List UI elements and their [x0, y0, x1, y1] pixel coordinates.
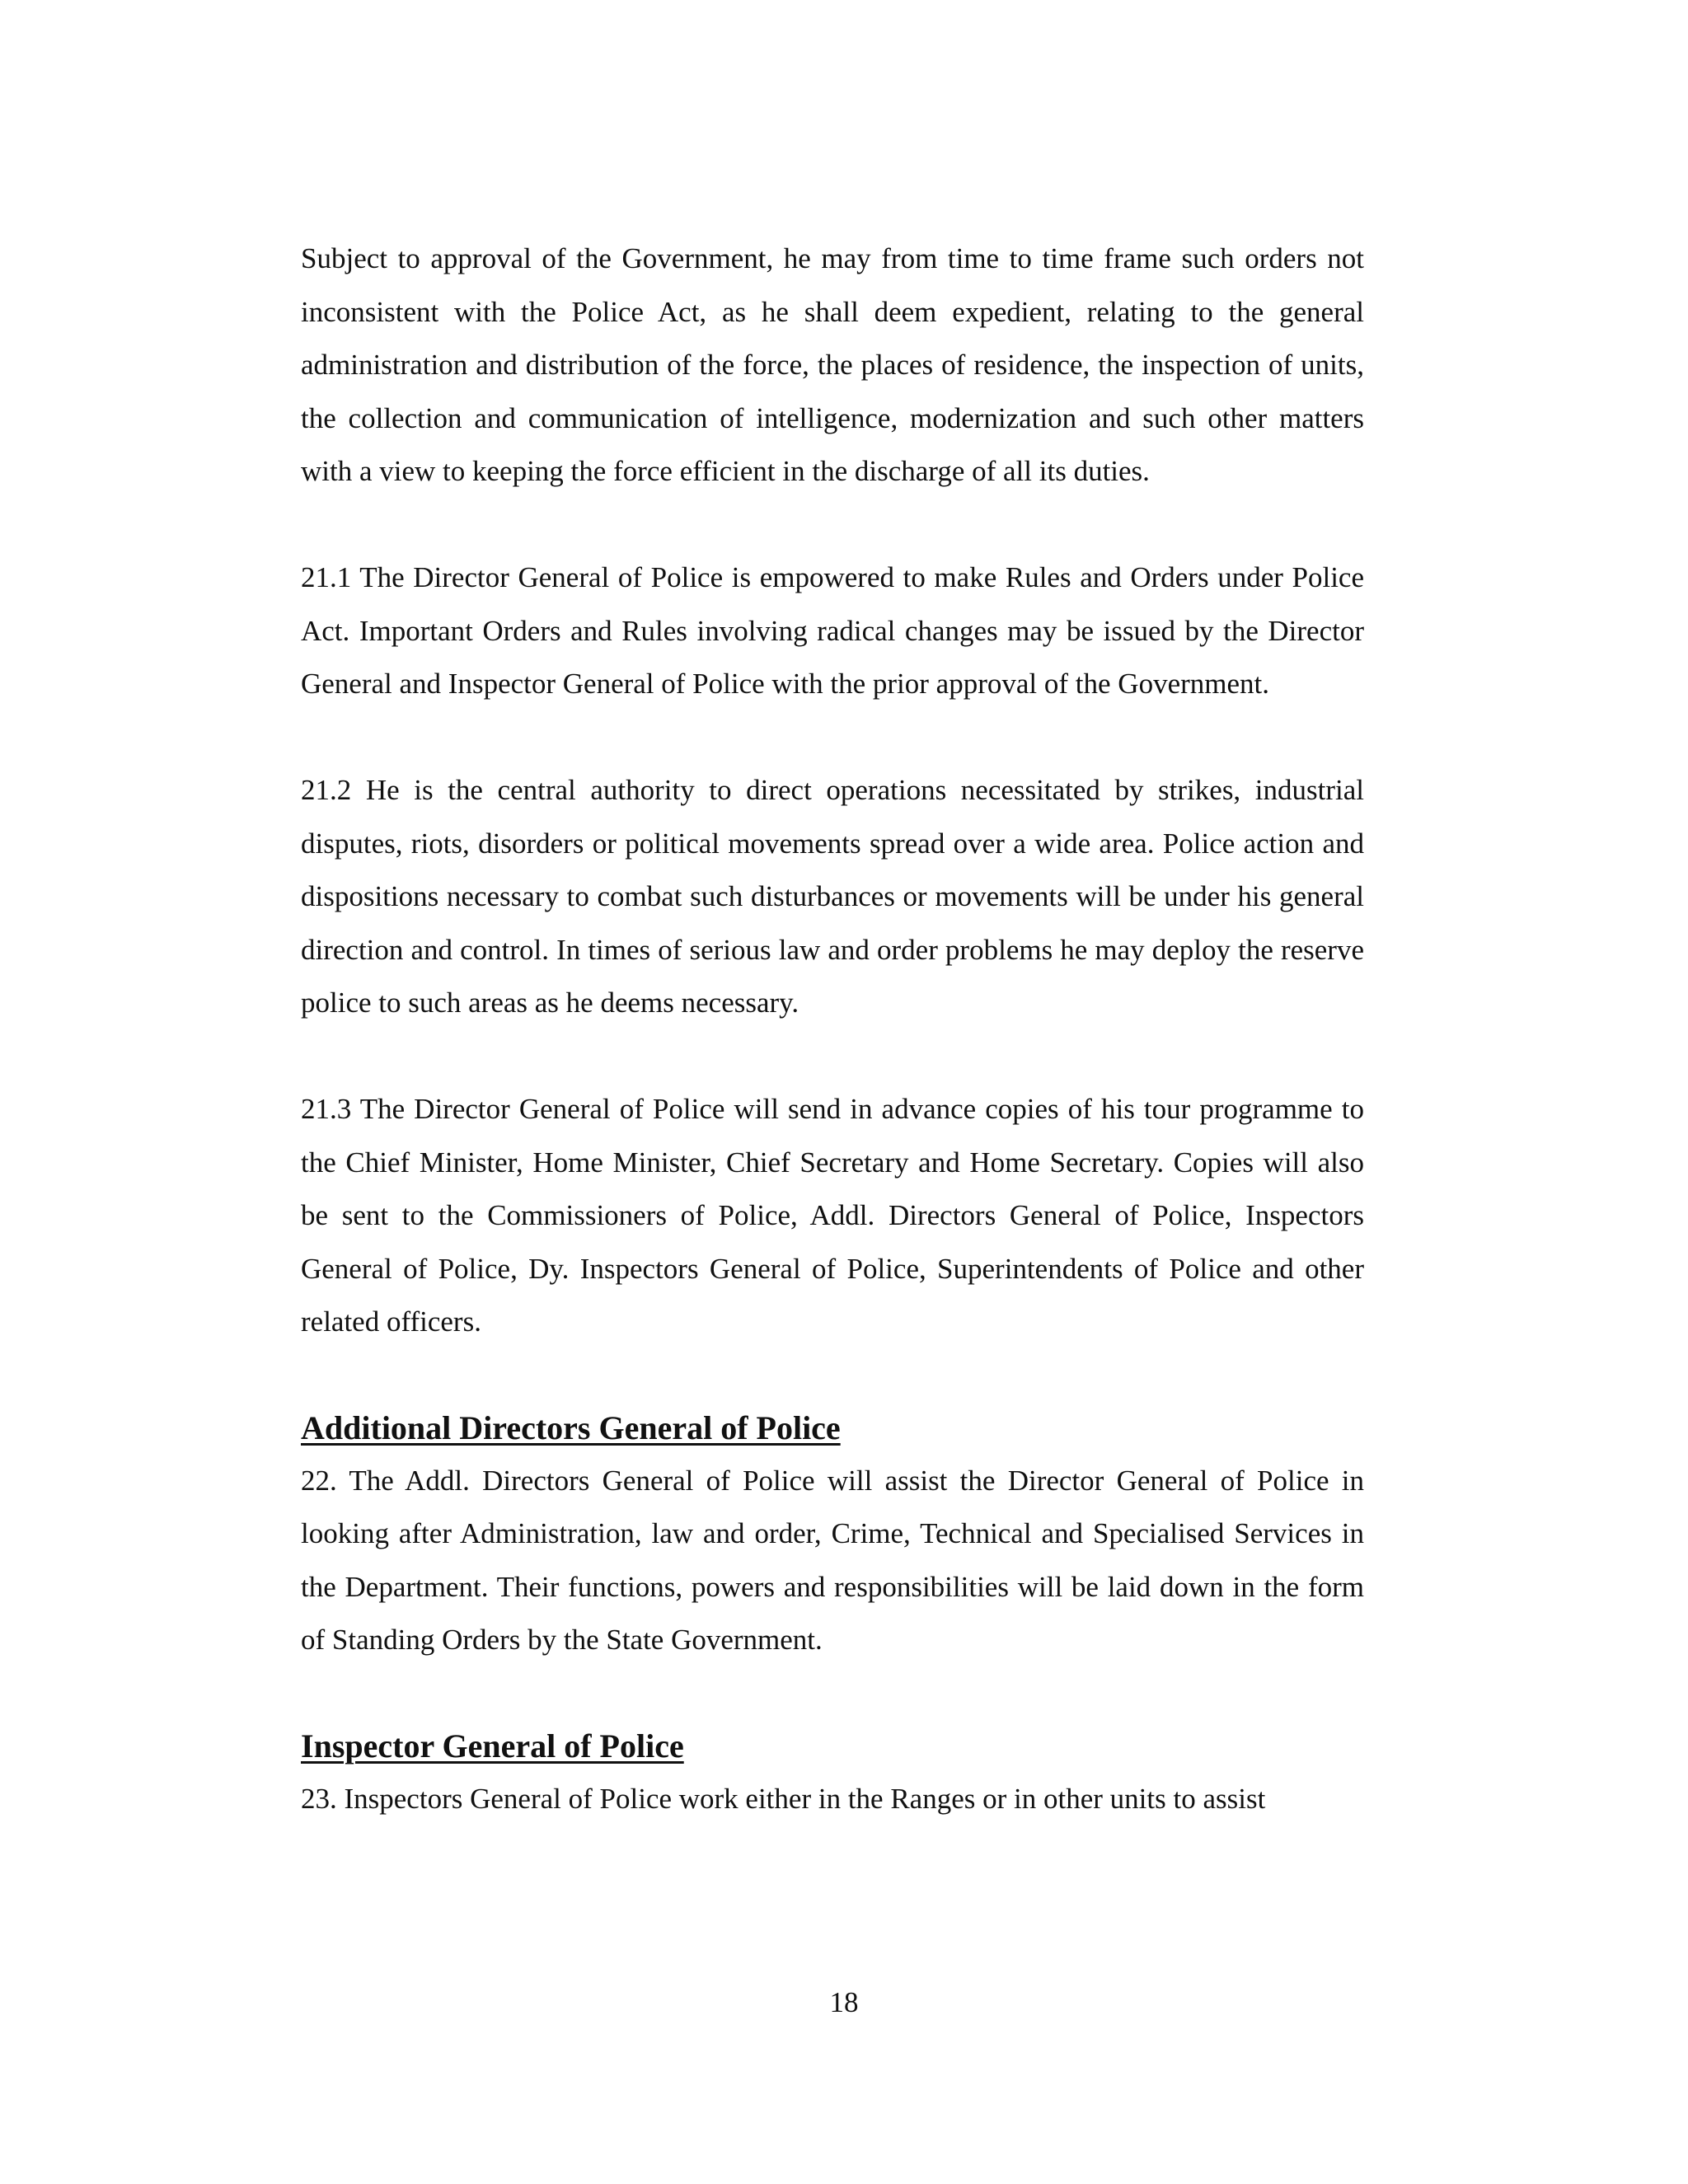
- paragraph-21-2: 21.2 He is the central authority to direct operations necessitated by strikes, industrial disputes, riots, disorders or political movements spread over a wide area. Police action and dispositions necessary to combat such disturbances or movements will be under his general direction and control. In times of serious law and order problems he may deploy the reserve police to such areas as he deems necessary.: [301, 774, 1364, 1019]
- paragraph-23: 23. Inspectors General of Police work either in the Ranges or in other units to assist: [301, 1782, 1266, 1815]
- paragraph-spacer: [301, 1030, 1364, 1084]
- paragraph-21-3: 21.3 The Director General of Police will send in advance copies of his tour programme to the Chief Minister, Home Minister, Chief Secretary and Home Secretary. Copies will also be sent to the Commissioners of Police, Addl. Directors General of Police, Inspectors General of Police, Dy. Inspectors General of Police, Superintendents of Police and other related officers.: [301, 1093, 1364, 1338]
- section-spacer: [301, 1349, 1364, 1402]
- paragraph-spacer: [301, 711, 1364, 765]
- paragraph-intro: Subject to approval of the Government, he may from time to time frame such orders not inconsistent with the Police Act, as he shall deem expedient, relating to the general administration and distribution of the force, the places of residence, the inspection of units, the collection and communication of intelligence, modernization and such other matters with a view to keeping the force efficient in the discharge of all its duties.: [301, 242, 1364, 487]
- paragraph-21-1: 21.1 The Director General of Police is empowered to make Rules and Orders under Police Act. Important Orders and Rules involving radical changes may be issued by the Director General and Inspector General of Police with the prior approval of the Government.: [301, 561, 1364, 700]
- paragraph-22: 22. The Addl. Directors General of Police will assist the Director General of Police in looking after Administration, law and order, Crime, Technical and Specialised Services in the Department. Their functions, powers and responsibilities will be laid down in the form of Standing Orders by the State Government.: [301, 1464, 1364, 1656]
- heading-additional-directors-general: Additional Directors General of Police: [301, 1408, 841, 1446]
- section-spacer: [301, 1667, 1364, 1720]
- heading-inspector-general: Inspector General of Police: [301, 1727, 684, 1765]
- page-number: 18: [829, 1986, 859, 2018]
- document-body: [301, 232, 1364, 1825]
- paragraph-spacer: [301, 499, 1364, 552]
